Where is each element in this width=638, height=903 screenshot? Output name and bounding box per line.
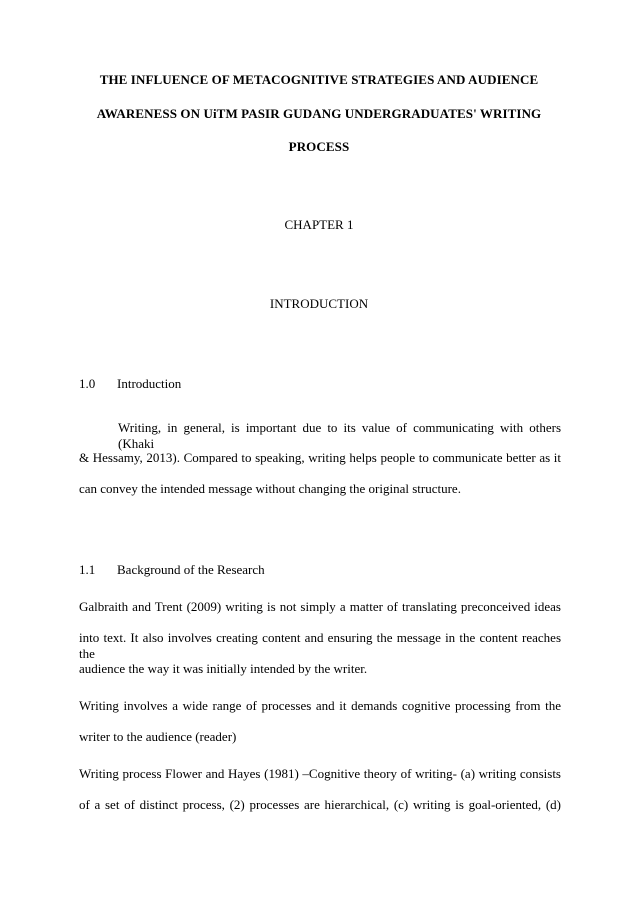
- title-line-3: PROCESS: [288, 139, 350, 154]
- paragraph-line: of a set of distinct process, (2) processes are hierarchical, (c) writing is goal-oriented, (d): [79, 797, 561, 812]
- paragraph-line: into text. It also involves creating content and ensuring the message in the content reaches the: [79, 630, 561, 661]
- chapter-label: CHAPTER 1: [284, 217, 354, 232]
- section-number: 1.1: [79, 562, 96, 577]
- section-title: Introduction: [117, 376, 182, 391]
- paragraph-line: Writing process Flower and Hayes (1981) –Cognitive theory of writing- (a) writing consists: [79, 766, 561, 781]
- section-heading-1-0: [79, 376, 181, 392]
- paragraph-line: & Hessamy, 2013). Compared to speaking, writing helps people to communicate better as it: [79, 450, 561, 465]
- paragraph-line: Writing, in general, is important due to its value of communicating with others (Khaki: [118, 420, 561, 451]
- paragraph-line: Writing involves a wide range of processes and it demands cognitive processing from the: [79, 698, 561, 713]
- paragraph-line: can convey the intended message without changing the original structure.: [79, 481, 461, 496]
- title-line-2: AWARENESS ON UiTM PASIR GUDANG UNDERGRADUATES' WRITING: [96, 106, 542, 121]
- title-line-1: THE INFLUENCE OF METACOGNITIVE STRATEGIES AND AUDIENCE: [99, 72, 539, 87]
- section-heading-1-1: [79, 562, 265, 578]
- paragraph-line: Galbraith and Trent (2009) writing is not simply a matter of translating preconceived ideas: [79, 599, 561, 614]
- chapter-title: INTRODUCTION: [269, 296, 369, 311]
- section-number: 1.0: [79, 376, 96, 391]
- paragraph-line: writer to the audience (reader): [79, 729, 237, 744]
- section-title: Background of the Research: [117, 562, 265, 577]
- paragraph-line: audience the way it was initially intended by the writer.: [79, 661, 368, 676]
